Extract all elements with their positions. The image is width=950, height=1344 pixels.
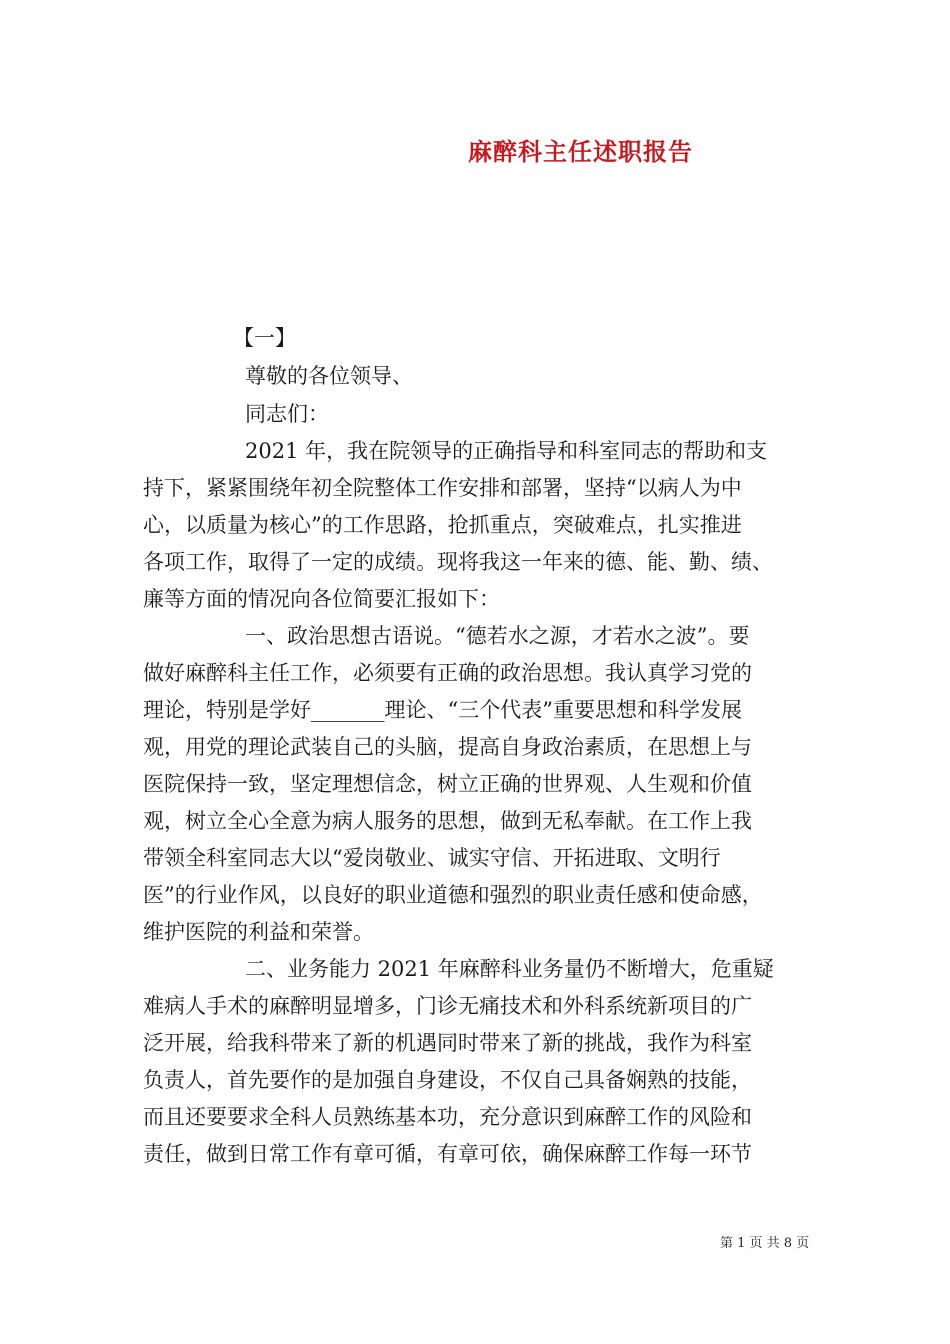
paragraph-line: 泛开展，给我科带来了新的机遇同时带来了新的挑战，我作为科室 — [143, 1031, 752, 1055]
paragraph-line: 难病人手术的麻醉明显增多，门诊无痛技术和外科系统新项目的广 — [143, 994, 752, 1018]
paragraph-line: 负责人，首先要作的是加强自身建设，不仅自己具备娴熟的技能， — [143, 1068, 752, 1092]
salutation-line-1: 尊敬的各位领导、 — [245, 364, 413, 388]
paragraph-line: 医院保持一致，坚定理想信念，树立正确的世界观、人生观和价值 — [143, 772, 752, 796]
paragraph-line: 持下，紧紧围绕年初全院整体工作安排和部署，坚持“以病人为中 — [143, 476, 742, 500]
paragraph-line: 而且还要要求全科人员熟练基本功，充分意识到麻醉工作的风险和 — [143, 1105, 752, 1129]
paragraph-line: 维护医院的利益和荣誉。 — [143, 920, 374, 944]
paragraph-line: 带领全科室同志大以“爱岗敬业、诚实守信、开拓进取、文明行 — [143, 846, 721, 870]
paragraph-line: 一、政治思想古语说。“德若水之源，才若水之波”。要 — [245, 624, 750, 648]
section-marker: 【一】 — [233, 326, 296, 350]
page-number-footer: 第 1 页 共 8 页 — [720, 1236, 810, 1251]
document-title: 麻醉科主任述职报告 — [468, 137, 693, 166]
paragraph-line: 廉等方面的情况向各位简要汇报如下： — [143, 587, 500, 611]
paragraph-line: 2021 年，我在院领导的正确指导和科室同志的帮助和支 — [245, 439, 768, 463]
paragraph-line: 二、业务能力 2021 年麻醉科业务量仍不断增大，危重疑 — [245, 957, 774, 981]
salutation-line-2: 同志们： — [245, 402, 329, 426]
paragraph-line: 做好麻醉科主任工作，必须要有正确的政治思想。我认真学习党的 — [143, 661, 752, 685]
paragraph-line: 各项工作，取得了一定的成绩。现将我这一年来的德、能、勤、绩、 — [143, 550, 773, 574]
paragraph-line: 责任，做到日常工作有章可循，有章可依，确保麻醉工作每一环节 — [143, 1142, 752, 1166]
paragraph-line: 医”的行业作风，以良好的职业道德和强烈的职业责任感和使命感， — [143, 883, 763, 907]
paragraph-line: 观，树立全心全意为病人服务的思想，做到无私奉献。在工作上我 — [143, 809, 752, 833]
paragraph-line: 观，用党的理论武装自己的头脑，提高自身政治素质，在思想上与 — [143, 735, 752, 759]
paragraph-line: 心，以质量为核心”的工作思路，抢抓重点，突破难点，扎实推进 — [143, 513, 742, 537]
paragraph-line: 理论，特别是学好_______理论、“三个代表”重要思想和科学发展 — [143, 698, 742, 722]
